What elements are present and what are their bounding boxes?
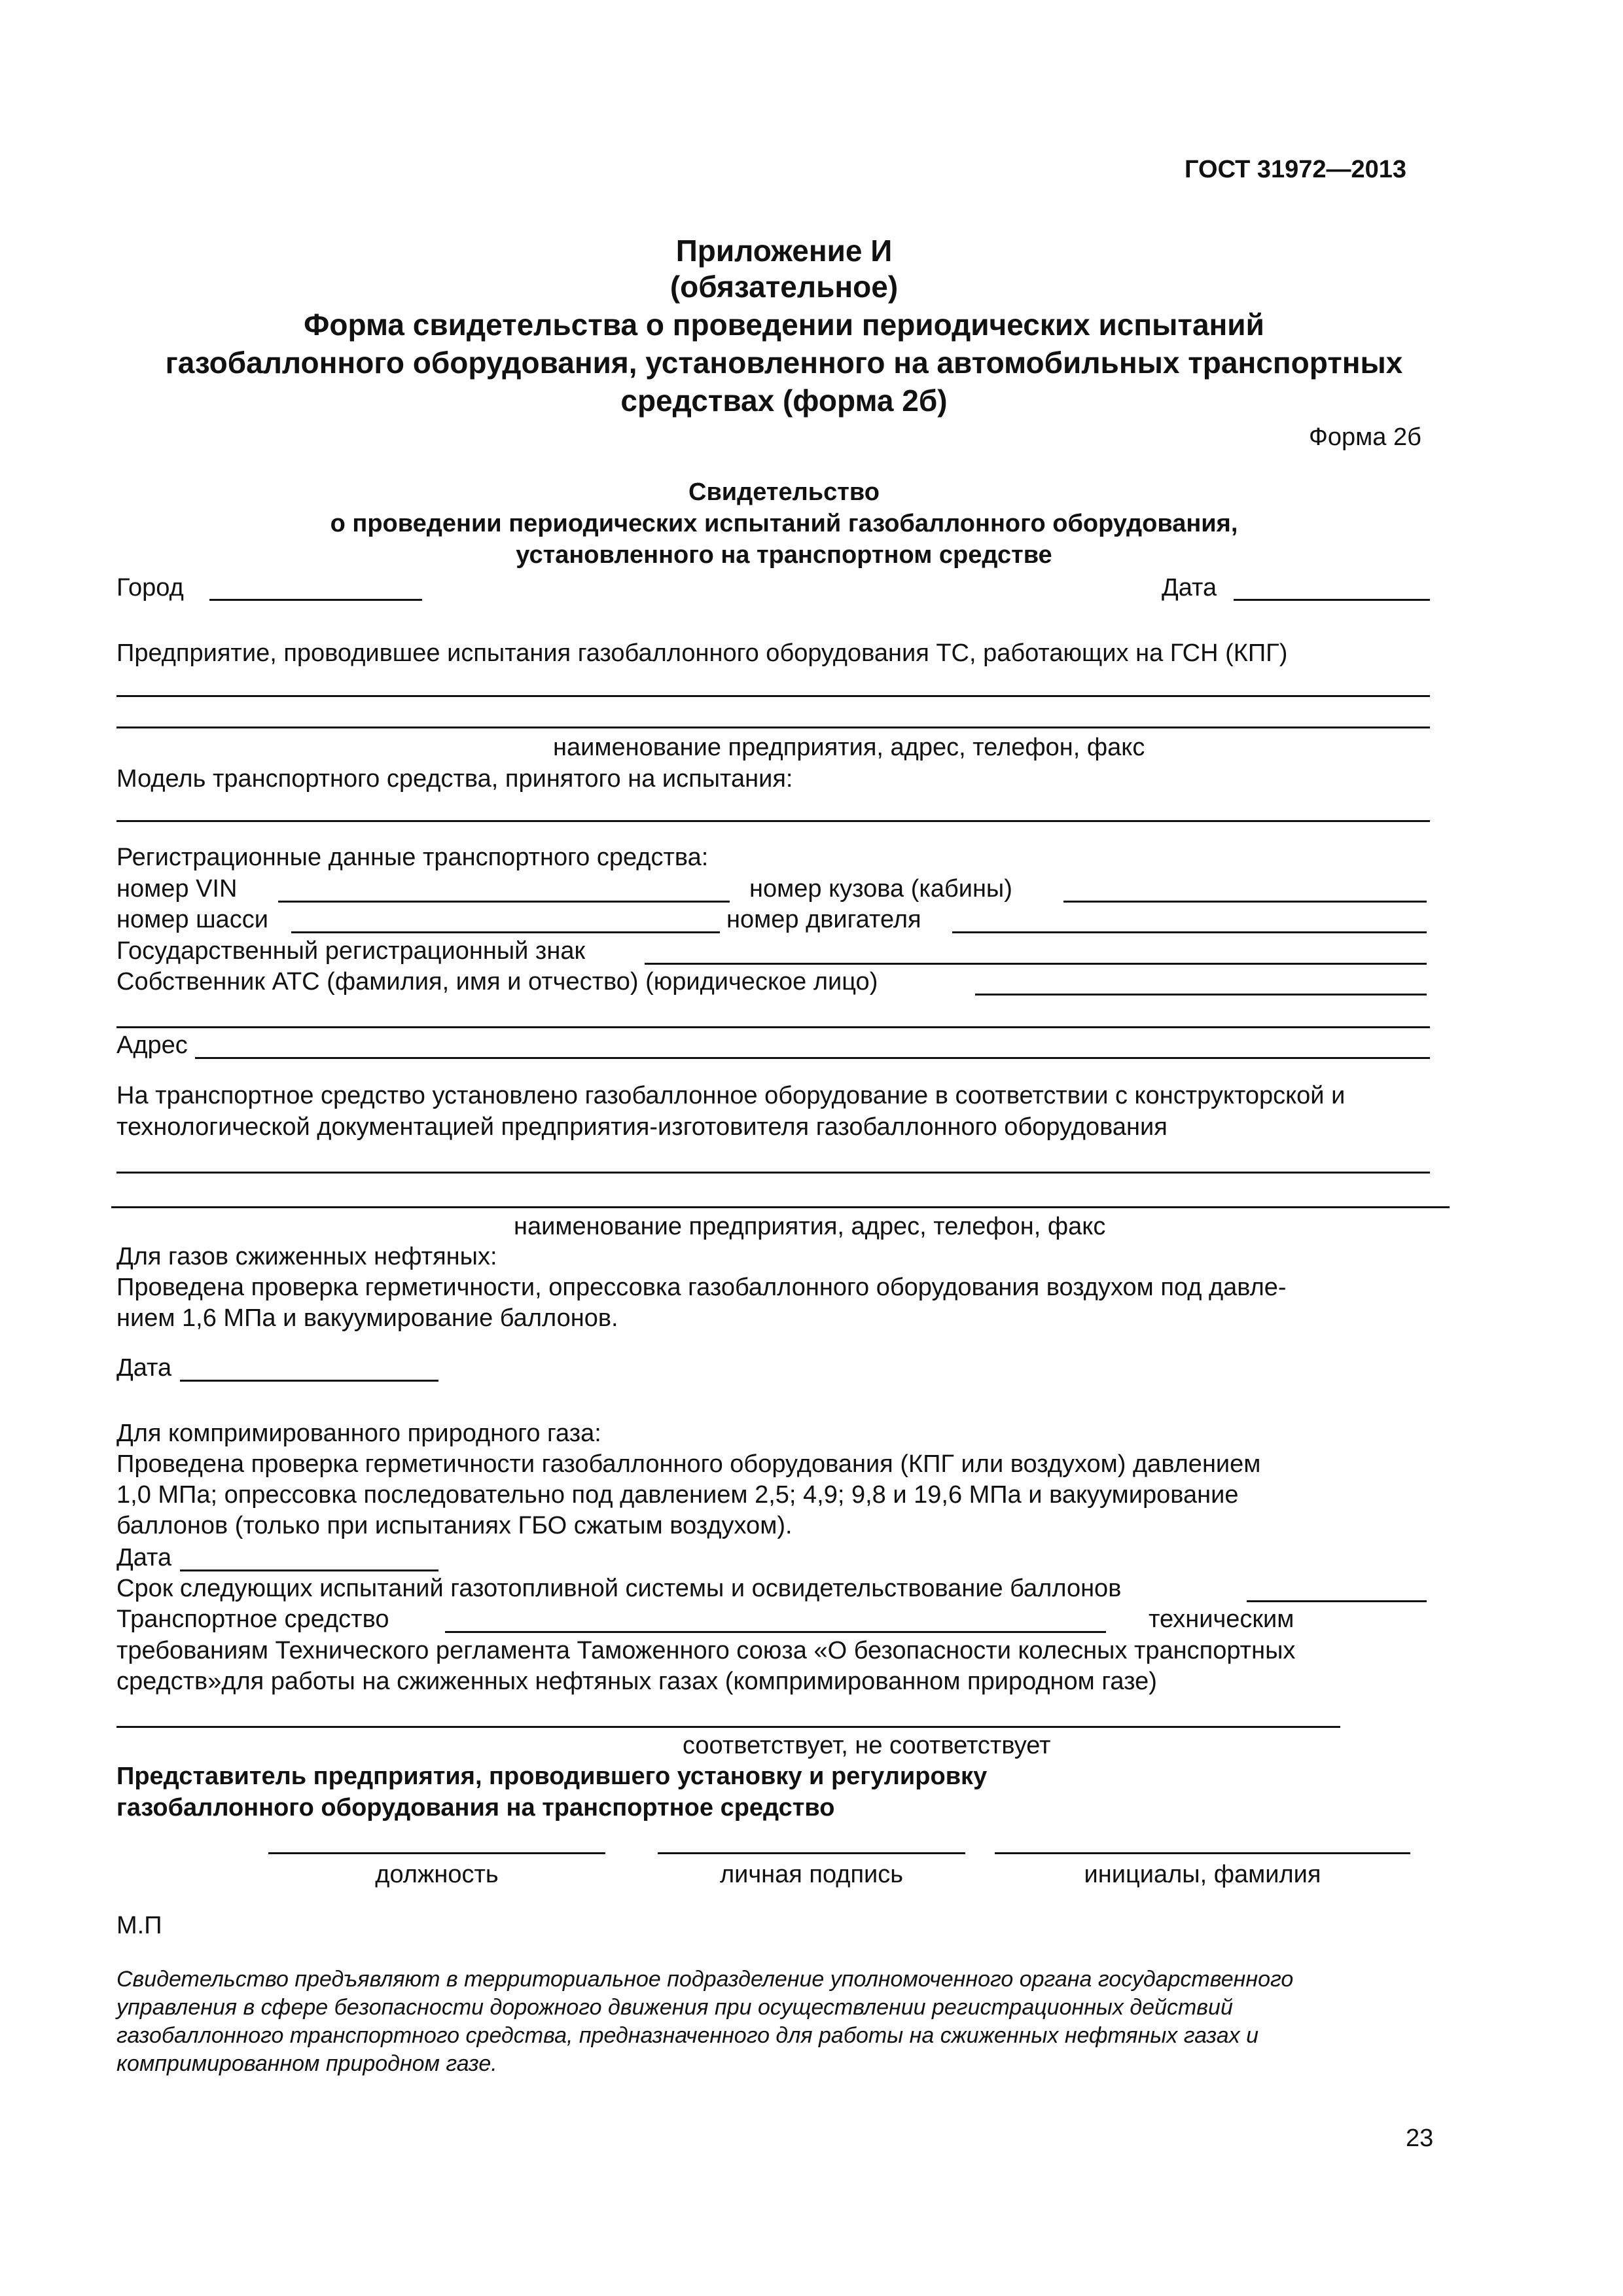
model-field[interactable] xyxy=(116,820,1430,822)
manufacturer-caption: наименование предприятия, адрес, телефон, факс xyxy=(514,1213,1106,1240)
appendix-status: (обязательное) xyxy=(669,270,899,304)
vehicle-label: Транспортное средство xyxy=(116,1605,389,1633)
certificate-title: Свидетельство xyxy=(688,478,880,506)
next-test-label: Срок следующих испытаний газотопливной системы и освидетельствование баллонов xyxy=(116,1575,1122,1602)
lpg-text-line-2: нием 1,6 МПа и вакуумирование баллонов. xyxy=(116,1304,618,1332)
reg-data-label: Регистрационные данные транспортного средства: xyxy=(116,844,709,871)
lpg-heading: Для газов сжиженных нефтяных: xyxy=(116,1243,497,1270)
enterprise-label: Предприятие, проводившее испытания газобаллонного оборудования ТС, работающих на ГСН (КПГ) xyxy=(116,639,1288,667)
appendix-title: Приложение И xyxy=(675,234,893,268)
certificate-title-line-2: о проведении периодических испытаний газобаллонного оборудования, xyxy=(330,510,1238,537)
chassis-label: номер шасси xyxy=(116,906,268,933)
manufacturer-field-1[interactable] xyxy=(116,1172,1430,1174)
signature-field[interactable] xyxy=(658,1852,965,1854)
plate-label: Государственный регистрационный знак xyxy=(116,937,586,965)
enterprise-field-1[interactable] xyxy=(116,695,1430,697)
installed-text-line-2: технологической документацией предприятия-изготовителя газобаллонного оборудования xyxy=(116,1113,1168,1141)
engine-field[interactable] xyxy=(952,931,1427,933)
cng-date-field[interactable] xyxy=(180,1570,438,1571)
form-label: Форма 2б xyxy=(1309,423,1421,451)
city-field[interactable] xyxy=(209,599,422,601)
signature-caption: личная подпись xyxy=(719,1861,904,1888)
cng-text-line-2: 1,0 МПа; опрессовка последовательно под давлением 2,5; 4,9; 9,8 и 19,6 МПа и вакуумирование xyxy=(116,1481,1239,1509)
installed-text-line-1: На транспортное средство установлено газобаллонное оборудование в соответствии с конструкторской и xyxy=(116,1082,1346,1109)
date-field[interactable] xyxy=(1234,599,1430,601)
appendix-subtitle-line-2: газобаллонного оборудования, установленного на автомобильных транспортных xyxy=(165,346,1403,380)
model-label: Модель транспортного средства, принятого на испытания: xyxy=(116,765,793,793)
representative-line-1: Представитель предприятия, проводившего установку и регулировку xyxy=(116,1763,988,1790)
representative-line-2: газобаллонного оборудования на транспортное средство xyxy=(116,1794,835,1821)
city-label: Город xyxy=(116,574,184,601)
chassis-field[interactable] xyxy=(291,931,720,933)
cng-heading: Для компримированного природного газа: xyxy=(116,1420,601,1447)
appendix-subtitle-line-3: средствах (форма 2б) xyxy=(620,384,948,418)
plate-field[interactable] xyxy=(645,963,1427,965)
appendix-subtitle-line-1: Форма свидетельства о проведении периодических испытаний xyxy=(304,308,1264,342)
owner-field-2[interactable] xyxy=(116,1026,1430,1028)
vin-label: номер VIN xyxy=(116,875,238,903)
lpg-date-label: Дата xyxy=(116,1354,172,1382)
regulation-line-1: требованиям Технического регламента Таможенного союза «О безопасности колесных транспортных xyxy=(116,1637,1296,1664)
position-caption: должность xyxy=(375,1861,499,1888)
compliance-field[interactable] xyxy=(116,1726,1340,1728)
name-caption: инициалы, фамилия xyxy=(1084,1861,1321,1888)
body-number-label: номер кузова (кабины) xyxy=(749,875,1012,903)
note-line-4: компримированном природном газе. xyxy=(116,2051,497,2076)
cng-date-label: Дата xyxy=(116,1544,172,1571)
address-label: Адрес xyxy=(116,1031,188,1059)
name-field[interactable] xyxy=(995,1852,1410,1854)
certificate-title-line-3: установленного на транспортном средстве xyxy=(516,541,1052,569)
body-number-field[interactable] xyxy=(1063,901,1427,903)
lpg-text-line-1: Проведена проверка герметичности, опрессовка газобаллонного оборудования воздухом под давле- xyxy=(116,1274,1287,1301)
stamp-label: М.П xyxy=(116,1912,162,1939)
owner-field[interactable] xyxy=(975,994,1427,996)
address-field[interactable] xyxy=(195,1057,1430,1059)
note-line-3: газобаллонного транспортного средства, предназначенного для работы на сжиженных нефтяных газах и xyxy=(116,2023,1258,2048)
next-test-field[interactable] xyxy=(1247,1600,1427,1602)
enterprise-caption: наименование предприятия, адрес, телефон, факс xyxy=(553,734,1145,761)
cng-text-line-3: баллонов (только при испытаниях ГБО сжатым воздухом). xyxy=(116,1512,793,1539)
page-number: 23 xyxy=(1406,2125,1434,2152)
manufacturer-field-2[interactable] xyxy=(111,1206,1450,1208)
note-line-2: управления в сфере безопасности дорожного движения при осуществлении регистрационных действий xyxy=(116,1995,1233,2020)
standard-number: ГОСТ 31972—2013 xyxy=(1185,156,1407,183)
owner-label: Собственник АТС (фамилия, имя и отчество) (юридическое лицо) xyxy=(116,968,878,996)
vin-field[interactable] xyxy=(278,901,730,903)
compliance-caption: соответствует, не соответствует xyxy=(683,1732,1051,1759)
engine-label: номер двигателя xyxy=(726,906,921,933)
enterprise-field-2[interactable] xyxy=(116,726,1430,728)
note-line-1: Свидетельство предъявляют в территориальное подразделение уполномоченного органа государственного xyxy=(116,1967,1294,1992)
lpg-date-field[interactable] xyxy=(180,1380,438,1382)
vehicle-field[interactable] xyxy=(445,1631,1106,1633)
position-field[interactable] xyxy=(268,1852,605,1854)
cng-text-line-1: Проведена проверка герметичности газобаллонного оборудования (КПГ или воздухом) давлением xyxy=(116,1450,1261,1478)
regulation-line-2: средств»для работы на сжиженных нефтяных газах (компримированном природном газе) xyxy=(116,1668,1157,1695)
technical-label: техническим xyxy=(1149,1605,1294,1633)
date-label: Дата xyxy=(1162,574,1217,601)
